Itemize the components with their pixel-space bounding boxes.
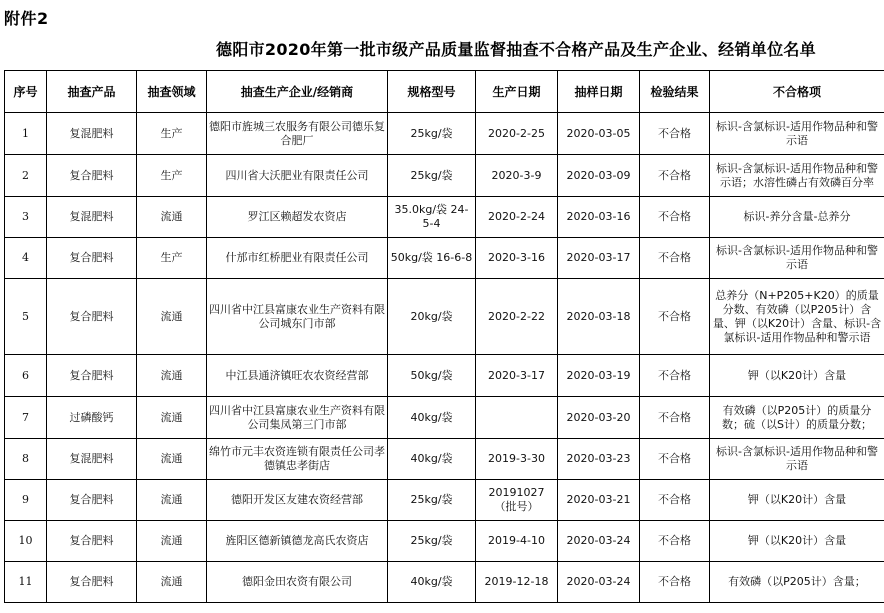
cell-result: 不合格 xyxy=(640,279,710,355)
cell-company: 四川省中江县富康农业生产资料有限公司集凤第三门市部 xyxy=(207,397,388,439)
cell-prod-date: 2019-3-30 xyxy=(476,439,558,480)
cell-spec: 25kg/袋 xyxy=(388,113,476,155)
table-row xyxy=(5,197,884,238)
cell-domain: 生产 xyxy=(137,155,207,197)
cell-product: 复合肥料 xyxy=(47,355,137,397)
cell-result: 不合格 xyxy=(640,439,710,480)
cell-domain: 流通 xyxy=(137,521,207,562)
cell-defect: 标识-含氯标识-适用作物品种和警示语 xyxy=(710,238,884,279)
cell-no: 3 xyxy=(5,197,47,238)
table-row xyxy=(5,480,884,521)
table-row xyxy=(5,521,884,562)
cell-company: 四川省大沃肥业有限责任公司 xyxy=(207,155,388,197)
cell-sample-date: 2020-03-09 xyxy=(558,155,640,197)
cell-domain: 流通 xyxy=(137,439,207,480)
cell-spec: 40kg/袋 xyxy=(388,397,476,439)
table-row xyxy=(5,397,884,439)
cell-product: 复混肥料 xyxy=(47,113,137,155)
cell-no: 10 xyxy=(5,521,47,562)
col-header-result: 检验结果 xyxy=(640,71,710,113)
cell-company: 什邡市红桥肥业有限责任公司 xyxy=(207,238,388,279)
cell-product: 复混肥料 xyxy=(47,439,137,480)
cell-defect: 有效磷（以P205计）含量； xyxy=(710,562,884,603)
cell-spec: 25kg/袋 xyxy=(388,480,476,521)
table-row xyxy=(5,279,884,355)
cell-prod-date: 2020-3-17 xyxy=(476,355,558,397)
cell-domain: 生产 xyxy=(137,113,207,155)
cell-domain: 流通 xyxy=(137,197,207,238)
cell-defect: 标识-含氯标识-适用作物品种和警示语 xyxy=(710,113,884,155)
cell-defect: 标识-养分含量-总养分 xyxy=(710,197,884,238)
attachment-label: 附件2 xyxy=(4,9,49,28)
cell-company: 旌阳区德新镇德龙高氏农资店 xyxy=(207,521,388,562)
col-header-prod-date: 生产日期 xyxy=(476,71,558,113)
document-title: 德阳市2020年第一批市级产品质量监督抽查不合格产品及生产企业、经销单位名单 xyxy=(216,40,816,59)
cell-sample-date: 2020-03-05 xyxy=(558,113,640,155)
cell-defect: 钾（以K20计）含量 xyxy=(710,480,884,521)
table-row xyxy=(5,562,884,603)
cell-spec: 35.0kg/袋 24-5-4 xyxy=(388,197,476,238)
cell-spec: 50kg/袋 xyxy=(388,355,476,397)
cell-company: 德阳开发区友建农资经营部 xyxy=(207,480,388,521)
cell-result: 不合格 xyxy=(640,355,710,397)
cell-prod-date: 2020-2-25 xyxy=(476,113,558,155)
cell-no: 1 xyxy=(5,113,47,155)
cell-product: 复合肥料 xyxy=(47,562,137,603)
cell-no: 2 xyxy=(5,155,47,197)
cell-product: 复合肥料 xyxy=(47,238,137,279)
table-row xyxy=(5,155,884,197)
col-header-no: 序号 xyxy=(5,71,47,113)
cell-defect: 钾（以K20计）含量 xyxy=(710,355,884,397)
table-row xyxy=(5,355,884,397)
cell-sample-date: 2020-03-21 xyxy=(558,480,640,521)
cell-defect: 总养分（N+P205+K20）的质量分数、有效磷（以P205计）含量、钾（以K20计）含量、标识-含氯标识-适用作物品种和警示语 xyxy=(710,279,884,355)
cell-spec: 50kg/袋 16-6-8 xyxy=(388,238,476,279)
cell-sample-date: 2020-03-24 xyxy=(558,521,640,562)
cell-defect: 标识-含氯标识-适用作物品种和警示语；水溶性磷占有效磷百分率 xyxy=(710,155,884,197)
cell-prod-date: 2020-3-9 xyxy=(476,155,558,197)
cell-result: 不合格 xyxy=(640,480,710,521)
cell-prod-date xyxy=(476,397,558,439)
cell-no: 11 xyxy=(5,562,47,603)
cell-result: 不合格 xyxy=(640,397,710,439)
col-header-spec: 规格型号 xyxy=(388,71,476,113)
cell-domain: 流通 xyxy=(137,279,207,355)
cell-domain: 流通 xyxy=(137,355,207,397)
cell-sample-date: 2020-03-24 xyxy=(558,562,640,603)
cell-no: 5 xyxy=(5,279,47,355)
cell-spec: 40kg/袋 xyxy=(388,439,476,480)
cell-defect: 钾（以K20计）含量 xyxy=(710,521,884,562)
cell-result: 不合格 xyxy=(640,562,710,603)
cell-prod-date: 2020-2-24 xyxy=(476,197,558,238)
cell-spec: 25kg/袋 xyxy=(388,155,476,197)
cell-result: 不合格 xyxy=(640,521,710,562)
cell-company: 罗江区赖超发农资店 xyxy=(207,197,388,238)
cell-sample-date: 2020-03-17 xyxy=(558,238,640,279)
cell-spec: 20kg/袋 xyxy=(388,279,476,355)
cell-prod-date: 2019-12-18 xyxy=(476,562,558,603)
cell-product: 复合肥料 xyxy=(47,521,137,562)
cell-domain: 流通 xyxy=(137,397,207,439)
cell-no: 6 xyxy=(5,355,47,397)
cell-sample-date: 2020-03-18 xyxy=(558,279,640,355)
cell-result: 不合格 xyxy=(640,197,710,238)
cell-product: 复合肥料 xyxy=(47,480,137,521)
cell-no: 9 xyxy=(5,480,47,521)
cell-company: 四川省中江县富康农业生产资料有限公司城东门市部 xyxy=(207,279,388,355)
table-row xyxy=(5,113,884,155)
cell-company: 德阳金田农资有限公司 xyxy=(207,562,388,603)
cell-defect: 标识-含氯标识-适用作物品种和警示语 xyxy=(710,439,884,480)
cell-domain: 流通 xyxy=(137,562,207,603)
cell-result: 不合格 xyxy=(640,238,710,279)
cell-sample-date: 2020-03-19 xyxy=(558,355,640,397)
cell-product: 复合肥料 xyxy=(47,155,137,197)
cell-domain: 生产 xyxy=(137,238,207,279)
cell-sample-date: 2020-03-20 xyxy=(558,397,640,439)
cell-product: 复合肥料 xyxy=(47,279,137,355)
col-header-sample-date: 抽样日期 xyxy=(558,71,640,113)
results-table xyxy=(4,70,884,603)
cell-defect: 有效磷（以P205计）的质量分数；硫（以S计）的质量分数； xyxy=(710,397,884,439)
table-header-row xyxy=(5,71,884,113)
cell-product: 过磷酸钙 xyxy=(47,397,137,439)
cell-result: 不合格 xyxy=(640,113,710,155)
col-header-domain: 抽查领域 xyxy=(137,71,207,113)
cell-prod-date: 2020-3-16 xyxy=(476,238,558,279)
cell-prod-date: 2019-4-10 xyxy=(476,521,558,562)
cell-company: 德阳市旌城三农服务有限公司德乐复合肥厂 xyxy=(207,113,388,155)
col-header-company: 抽查生产企业/经销商 xyxy=(207,71,388,113)
cell-domain: 流通 xyxy=(137,480,207,521)
cell-spec: 40kg/袋 xyxy=(388,562,476,603)
table-row xyxy=(5,439,884,480)
cell-prod-date: 20191027（批号） xyxy=(476,480,558,521)
cell-company: 绵竹市元丰农资连锁有限责任公司孝德镇忠孝街店 xyxy=(207,439,388,480)
cell-sample-date: 2020-03-16 xyxy=(558,197,640,238)
col-header-defect: 不合格项 xyxy=(710,71,884,113)
cell-spec: 25kg/袋 xyxy=(388,521,476,562)
cell-no: 8 xyxy=(5,439,47,480)
cell-company: 中江县通济镇旺农农资经营部 xyxy=(207,355,388,397)
col-header-product: 抽查产品 xyxy=(47,71,137,113)
cell-result: 不合格 xyxy=(640,155,710,197)
cell-no: 7 xyxy=(5,397,47,439)
cell-sample-date: 2020-03-23 xyxy=(558,439,640,480)
cell-prod-date: 2020-2-22 xyxy=(476,279,558,355)
table-row xyxy=(5,238,884,279)
cell-no: 4 xyxy=(5,238,47,279)
cell-product: 复混肥料 xyxy=(47,197,137,238)
